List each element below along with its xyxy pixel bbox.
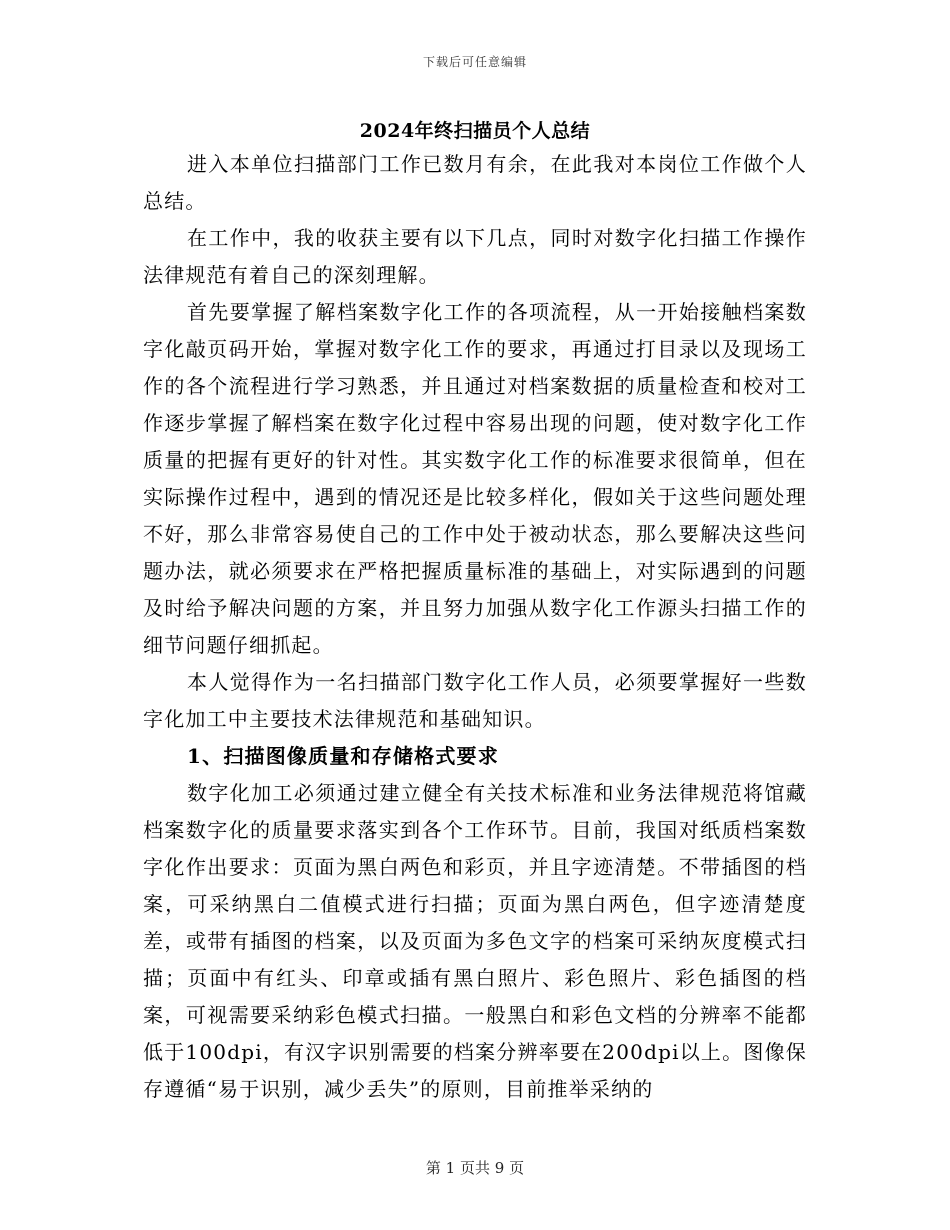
section-heading-1: 1、扫描图像质量和存储格式要求 — [187, 744, 499, 768]
paragraph-intro: 进入本单位扫描部门工作已数月有余，在此我对本岗位工作做个人总结。 — [143, 152, 807, 213]
document-body — [143, 146, 807, 1108]
paragraph-gains: 在工作中，我的收获主要有以下几点，同时对数字化扫描工作操作法律规范有着自己的深刻理解。 — [143, 226, 807, 287]
paragraph-workflow: 首先要掌握了解档案数字化工作的各项流程，从一开始接触档案数字化敲页码开始，掌握对数字化工作的要求，再通过打目录以及现场工作的各个流程进行学习熟悉，并且通过对档案数据的质量检查和校对工作逐步掌握了解档案在数字化过程中容易出现的问题，使对数字化工作质量的把握有更好的针对性。其实数字化工作的标准要求很简单，但在实际操作过程中，遇到的情况还是比较多样化，假如关于这些问题处理不好，那么非常容易使自己的工作中处于被动状态，那么要解决这些问题办法，就必须要求在严格把握质量标准的基础上，对实际遇到的问题及时给予解决问题的方案，并且努力加强从数字化工作源头扫描工作的细节问题仔细抓起。 — [143, 300, 807, 657]
paragraph-scan-quality: 数字化加工必须通过建立健全有关技术标准和业务法律规范将馆藏档案数字化的质量要求落实到各个工作环节。目前，我国对纸质档案数字化作出要求：页面为黑白两色和彩页，并且字迹清楚。不带插图的档案，可采纳黑白二值模式进行扫描；页面为黑白两色，但字迹清楚度差，或带有插图的档案，以及页面为多色文字的档案可采纳灰度模式扫描；页面中有红头、印章或插有黑白照片、彩色照片、彩色插图的档案，可视需要采纳彩色模式扫描。一般黑白和彩色文档的分辨率不能都低于100dpi，有汉字识别需要的档案分辨率要在200dpi以上。图像保存遵循“易于识别，减少丢失”的原则，目前推举采纳的 — [143, 781, 807, 1101]
document-title: 2024年终扫描员个人总结 — [359, 120, 591, 142]
page-number: 第 1 页共 9 页 — [425, 1159, 525, 1177]
header-note: 下载后可任意编辑 — [422, 55, 527, 69]
paragraph-knowledge: 本人觉得作为一名扫描部门数字化工作人员，必须要掌握好一些数字化加工中主要技术法律规范和基础知识。 — [143, 670, 807, 731]
